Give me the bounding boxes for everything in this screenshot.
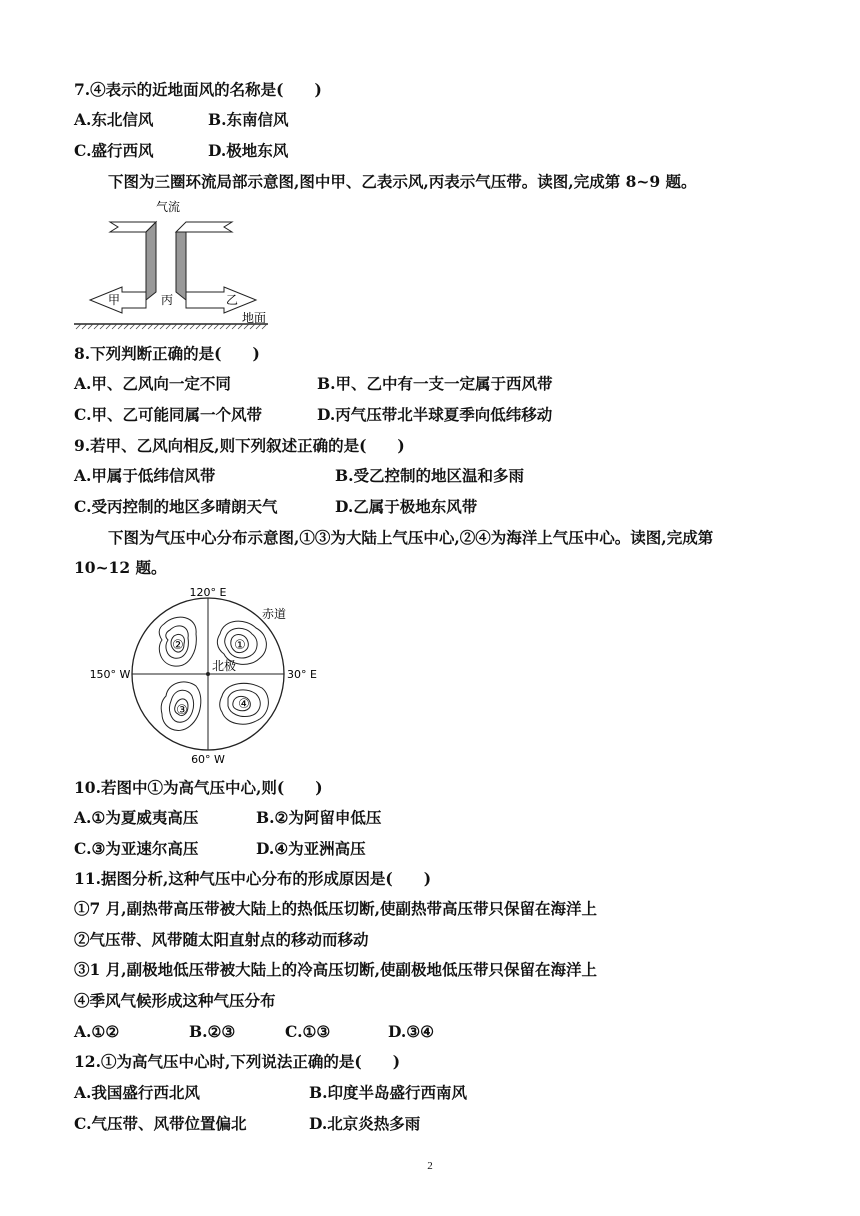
q12-option-d: D.北京炎热多雨 — [309, 1114, 421, 1133]
ground-hatching — [76, 324, 267, 329]
pressure-belt-bing-label: 丙 — [160, 293, 174, 307]
q11-option-b: B.②③ — [189, 1022, 236, 1041]
q10-option-c: C.③为亚速尔高压 — [74, 839, 199, 858]
q9-stem: 9.若甲、乙风向相反,则下列叙述正确的是( ) — [74, 436, 405, 455]
ground-label: 地面 — [241, 311, 267, 325]
center-1-label: ① — [234, 638, 246, 653]
q9-option-c: C.受丙控制的地区多晴朗天气 — [74, 497, 278, 516]
q7-option-b: B.东南信风 — [208, 110, 289, 129]
q12-option-b: B.印度半岛盛行西南风 — [309, 1083, 467, 1102]
airflow-label: 气流 — [155, 200, 181, 214]
center-4-label: ④ — [238, 697, 250, 712]
q10-option-a: A.①为夏威夷高压 — [74, 808, 199, 827]
pressure-center-map — [86, 586, 326, 766]
q12-stem: 12.①为高气压中心时,下列说法正确的是( ) — [74, 1052, 401, 1071]
q11-item-4: ④季风气候形成这种气压分布 — [74, 991, 276, 1010]
north-pole-label: 北极 — [211, 659, 237, 673]
intro-8-9: 下图为三圈环流局部示意图,图中甲、乙表示风,丙表示气压带。读图,完成第 8~9 题。 — [108, 172, 697, 191]
q11-item-2: ②气压带、风带随太阳直射点的移动而移动 — [74, 930, 369, 949]
q10-stem: 10.若图中①为高气压中心,则( ) — [74, 778, 323, 797]
center-3-label: ③ — [176, 703, 188, 718]
q11-option-d: D.③④ — [388, 1022, 435, 1041]
q7-option-a: A.东北信风 — [74, 110, 154, 129]
q7-option-c: C.盛行西风 — [74, 141, 154, 160]
q11-item-3: ③1 月,副极地低压带被大陆上的冷高压切断,使副极地低压带只保留在海洋上 — [74, 960, 597, 979]
q12-option-a: A.我国盛行西北风 — [74, 1083, 200, 1102]
q9-option-d: D.乙属于极地东风带 — [335, 497, 478, 516]
q7-stem: 7.④表示的近地面风的名称是( ) — [74, 80, 322, 99]
q10-option-d: D.④为亚洲高压 — [256, 839, 366, 858]
q9-option-b: B.受乙控制的地区温和多雨 — [335, 466, 524, 485]
label-60w: 60° W — [191, 753, 225, 766]
q8-option-b: B.甲、乙中有一支一定属于西风带 — [317, 374, 553, 393]
label-120e: 120° E — [189, 586, 227, 599]
center-2-label: ② — [172, 638, 184, 653]
q10-option-b: B.②为阿留申低压 — [256, 808, 382, 827]
q11-item-1: ①7 月,副热带高压带被大陆上的热低压切断,使副热带高压带只保留在海洋上 — [74, 899, 597, 918]
equator-label: 赤道 — [261, 607, 287, 621]
q12-option-c: C.气压带、风带位置偏北 — [74, 1114, 247, 1133]
label-30e: 30° E — [287, 668, 317, 681]
page-number: 2 — [427, 1160, 433, 1172]
wind-jia-label: 甲 — [107, 293, 121, 307]
q11-option-a: A.①② — [74, 1022, 120, 1041]
q8-option-d: D.丙气压带北半球夏季向低纬移动 — [317, 405, 553, 424]
intro-10-12-line1: 下图为气压中心分布示意图,①③为大陆上气压中心,②④为海洋上气压中心。读图,完成第 — [108, 528, 714, 547]
q11-option-c: C.①③ — [285, 1022, 331, 1041]
q11-stem: 11.据图分析,这种气压中心分布的形成原因是( ) — [74, 869, 432, 888]
wind-yi-label: 乙 — [225, 293, 239, 307]
intro-10-12-line2: 10~12 题。 — [74, 558, 167, 577]
circulation-diagram — [72, 196, 282, 332]
label-150w: 150° W — [89, 668, 131, 681]
q7-option-d: D.极地东风 — [208, 141, 289, 160]
q8-option-c: C.甲、乙可能同属一个风带 — [74, 405, 262, 424]
q8-stem: 8.下列判断正确的是( ) — [74, 344, 260, 363]
q9-option-a: A.甲属于低纬信风带 — [74, 466, 216, 485]
q8-option-a: A.甲、乙风向一定不同 — [74, 374, 231, 393]
